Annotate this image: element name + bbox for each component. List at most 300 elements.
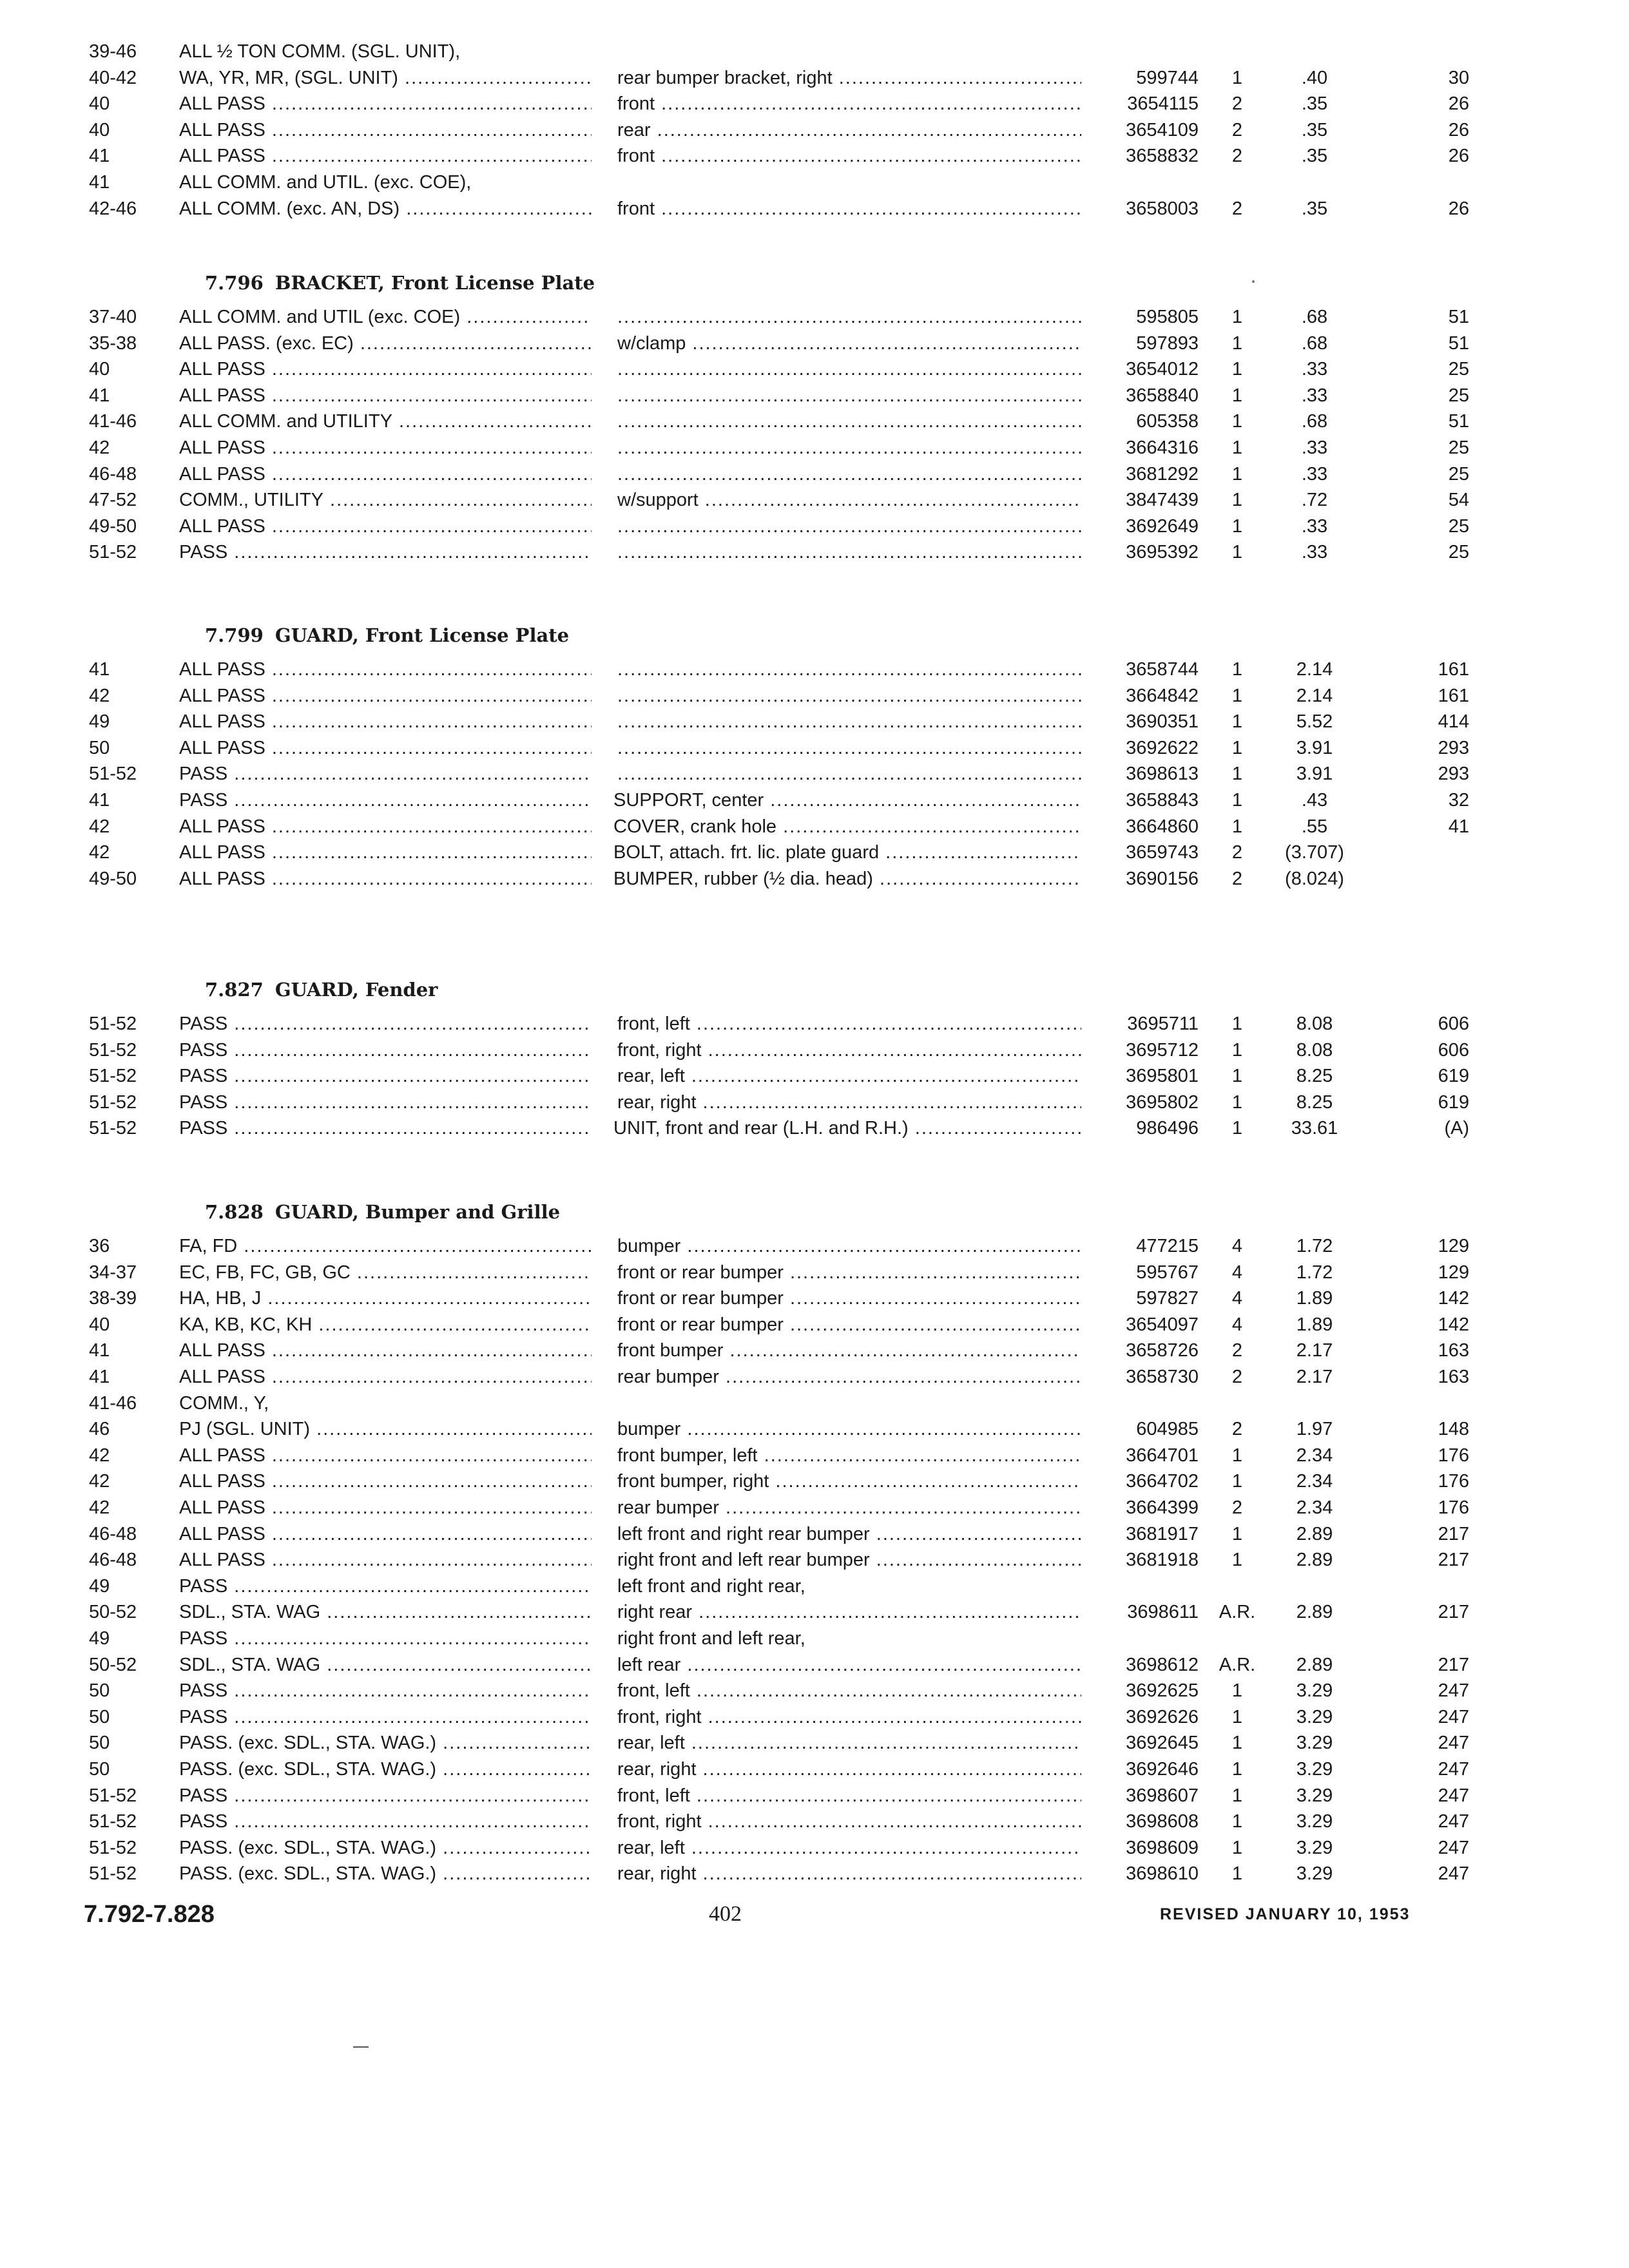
model-cell: ALL ½ TON COMM. (SGL. UNIT), — [179, 41, 461, 62]
model-cell: PASS ..... — [179, 1011, 592, 1037]
footer-page-number: 402 — [709, 1902, 742, 1926]
code-cell: 176 — [1438, 1471, 1469, 1492]
price-cell: .33 — [1301, 463, 1328, 485]
code-cell: 25 — [1448, 542, 1469, 563]
quantity-cell: 1 — [1231, 1733, 1243, 1754]
description-cell: SUPPORT, center ..... — [613, 787, 1081, 814]
code-cell: 25 — [1448, 515, 1469, 537]
table-row — [0, 39, 1629, 65]
part-number-cell: 3847439 — [1126, 490, 1199, 511]
price-cell: 3.91 — [1296, 764, 1333, 785]
model-cell: PASS. (exc. SDL., STA. WAG.) ..... — [179, 1756, 592, 1783]
code-cell: 619 — [1438, 1066, 1469, 1087]
description-cell: front bumper, left ..... — [617, 1443, 1081, 1469]
price-cell: 2.14 — [1296, 685, 1333, 706]
description-cell: rear, right ..... — [617, 1090, 1081, 1116]
description-cell: rear ..... — [617, 117, 1081, 144]
model-cell: PASS ..... — [179, 1678, 592, 1704]
price-cell: .43 — [1301, 790, 1328, 811]
code-cell: 163 — [1438, 1340, 1469, 1361]
code-cell: 619 — [1438, 1091, 1469, 1113]
code-cell: 30 — [1448, 67, 1469, 88]
table-row — [0, 1443, 1629, 1469]
model-cell: ALL PASS ..... — [179, 866, 592, 892]
description-cell: front bumper, right ..... — [617, 1468, 1081, 1495]
model-cell: ALL PASS ..... — [179, 1495, 592, 1521]
section-number: 7.828 — [205, 1201, 264, 1223]
price-cell: .33 — [1301, 385, 1328, 406]
quantity-cell: 2 — [1231, 1497, 1243, 1518]
code-cell: 129 — [1438, 1262, 1469, 1283]
code-cell: 148 — [1438, 1419, 1469, 1440]
description-cell: front, right ..... — [617, 1809, 1081, 1835]
section-heading — [205, 975, 438, 1004]
table-row — [0, 840, 1629, 866]
code-cell: 217 — [1438, 1523, 1469, 1544]
price-cell: 2.34 — [1296, 1471, 1333, 1492]
price-cell: 2.17 — [1296, 1367, 1333, 1387]
price-cell: 2.89 — [1296, 1550, 1333, 1571]
table-row — [0, 461, 1629, 488]
quantity-cell: 1 — [1231, 737, 1243, 758]
description-cell: rear, left ..... — [617, 1835, 1081, 1861]
part-number-cell: 3658843 — [1126, 790, 1199, 811]
code-cell: 25 — [1448, 359, 1469, 380]
quantity-cell: 1 — [1231, 711, 1243, 733]
description-cell — [617, 683, 1081, 709]
code-cell: 247 — [1438, 1811, 1469, 1832]
description-cell: front, left ..... — [617, 1678, 1081, 1704]
price-cell: 8.25 — [1296, 1091, 1333, 1113]
code-cell: 247 — [1438, 1759, 1469, 1780]
footer-section-range: 7.792-7.828 — [84, 1901, 215, 1928]
quantity-cell: 1 — [1231, 659, 1243, 680]
part-number-cell: 3698608 — [1126, 1811, 1199, 1832]
quantity-cell: 1 — [1231, 764, 1243, 785]
table-row — [0, 1312, 1629, 1338]
part-number-cell: 3659743 — [1126, 842, 1199, 863]
price-cell: 1.72 — [1296, 1236, 1333, 1256]
year-cell: 42-46 — [89, 198, 137, 219]
price-cell: 2.34 — [1296, 1445, 1333, 1466]
model-cell: ALL PASS ..... — [179, 435, 592, 461]
year-cell: 40 — [89, 93, 110, 115]
price-cell: 5.52 — [1296, 711, 1333, 733]
year-cell: 35-38 — [89, 332, 137, 354]
year-cell: 47-52 — [89, 490, 137, 511]
quantity-cell: 1 — [1231, 1785, 1243, 1806]
year-cell: 41-46 — [89, 411, 137, 432]
description-cell: front, left ..... — [617, 1783, 1081, 1809]
price-cell: 1.97 — [1296, 1419, 1333, 1440]
price-cell: .68 — [1301, 411, 1328, 432]
price-cell: .68 — [1301, 307, 1328, 327]
model-cell: KA, KB, KC, KH ..... — [179, 1312, 592, 1338]
part-number-cell: 3654109 — [1126, 119, 1199, 140]
table-row — [0, 1468, 1629, 1495]
part-number-cell: 3695392 — [1126, 542, 1199, 563]
model-cell: WA, YR, MR, (SGL. UNIT) ..... — [179, 65, 592, 91]
description-cell: rear, left ..... — [617, 1730, 1081, 1756]
code-cell: 247 — [1438, 1785, 1469, 1806]
price-cell: 2.14 — [1296, 659, 1333, 680]
year-cell: 50-52 — [89, 1654, 137, 1675]
code-cell: 26 — [1448, 119, 1469, 140]
table-row — [0, 1756, 1629, 1783]
part-number-cell: 3698612 — [1126, 1654, 1199, 1675]
price-cell: 1.89 — [1296, 1288, 1333, 1309]
description-cell — [617, 304, 1081, 331]
price-cell: .35 — [1301, 119, 1328, 140]
description-cell: left rear ..... — [617, 1652, 1081, 1678]
model-cell: PASS ..... — [179, 1704, 592, 1731]
description-cell — [617, 539, 1081, 566]
quantity-cell: 1 — [1231, 307, 1243, 327]
price-cell: .33 — [1301, 437, 1328, 458]
table-row — [0, 1338, 1629, 1364]
description-cell: rear, right ..... — [617, 1756, 1081, 1783]
part-number-cell: 595805 — [1136, 307, 1199, 327]
code-cell: 25 — [1448, 463, 1469, 485]
quantity-cell: 4 — [1231, 1288, 1243, 1309]
description-cell: rear, left ..... — [617, 1063, 1081, 1090]
quantity-cell: 1 — [1231, 515, 1243, 537]
part-number-cell: 3681918 — [1126, 1550, 1199, 1571]
price-cell: 8.08 — [1296, 1039, 1333, 1061]
description-cell: bumper ..... — [617, 1416, 1081, 1443]
description-cell: front ..... — [617, 196, 1081, 222]
year-cell: 49-50 — [89, 515, 137, 537]
code-cell: 176 — [1438, 1445, 1469, 1466]
year-cell: 42 — [89, 685, 110, 706]
model-cell: ALL PASS ..... — [179, 143, 592, 169]
price-cell: 8.25 — [1296, 1066, 1333, 1087]
code-cell: 217 — [1438, 1602, 1469, 1623]
table-row — [0, 1390, 1629, 1417]
code-cell: 217 — [1438, 1654, 1469, 1675]
code-cell: 606 — [1438, 1014, 1469, 1034]
price-cell: 2.89 — [1296, 1602, 1333, 1623]
year-cell: 40 — [89, 119, 110, 140]
part-number-cell: 3692625 — [1126, 1680, 1199, 1702]
price-cell: 33.61 — [1291, 1118, 1338, 1139]
description-cell: UNIT, front and rear (L.H. and R.H.) ..... — [613, 1115, 1081, 1142]
description-cell — [617, 514, 1081, 540]
quantity-cell: 1 — [1231, 1523, 1243, 1544]
model-cell: PASS ..... — [179, 1115, 592, 1142]
table-row — [0, 1547, 1629, 1573]
part-number-cell: 3692622 — [1126, 737, 1199, 758]
part-number-cell: 599744 — [1136, 67, 1199, 88]
part-number-cell: 3664316 — [1126, 437, 1199, 458]
quantity-cell: 1 — [1231, 685, 1243, 706]
code-cell: 247 — [1438, 1706, 1469, 1727]
table-row — [0, 169, 1629, 196]
price-cell: .33 — [1301, 542, 1328, 563]
year-cell: 41 — [89, 385, 110, 406]
code-cell: 414 — [1438, 711, 1469, 733]
description-cell: BUMPER, rubber (½ dia. head) ..... — [613, 866, 1081, 892]
part-number-cell: 605358 — [1136, 411, 1199, 432]
year-cell: 40-42 — [89, 67, 137, 88]
year-cell: 40 — [89, 359, 110, 380]
year-cell: 51-52 — [89, 1091, 137, 1113]
table-row — [0, 1037, 1629, 1064]
quantity-cell: 1 — [1231, 1091, 1243, 1113]
part-number-cell: 3690156 — [1126, 868, 1199, 889]
quantity-cell: 1 — [1231, 1039, 1243, 1061]
part-number-cell: 3664701 — [1126, 1445, 1199, 1466]
description-cell: w/clamp ..... — [617, 331, 1081, 357]
code-cell: 25 — [1448, 385, 1469, 406]
year-cell: 49 — [89, 1628, 110, 1649]
year-cell: 42 — [89, 1445, 110, 1466]
code-cell: 26 — [1448, 93, 1469, 115]
table-row — [0, 539, 1629, 566]
model-cell: PASS ..... — [179, 1626, 592, 1652]
model-cell: ALL PASS. (exc. EC) ..... — [179, 331, 592, 357]
year-cell: 41 — [89, 146, 110, 167]
table-row — [0, 304, 1629, 331]
year-cell: 41 — [89, 790, 110, 811]
model-cell: COMM., UTILITY ..... — [179, 487, 592, 514]
model-cell: ALL COMM. (exc. AN, DS) ..... — [179, 196, 592, 222]
description-cell: right front and left rear, — [617, 1628, 805, 1649]
quantity-cell: 1 — [1231, 1118, 1243, 1139]
code-cell: 26 — [1448, 198, 1469, 219]
year-cell: 51-52 — [89, 1118, 137, 1139]
table-row — [0, 709, 1629, 735]
part-number-cell: 597827 — [1136, 1288, 1199, 1309]
description-cell — [617, 383, 1081, 409]
year-cell: 41 — [89, 659, 110, 680]
model-cell: ALL PASS ..... — [179, 814, 592, 840]
year-cell: 37-40 — [89, 307, 137, 327]
code-cell: 247 — [1438, 1733, 1469, 1754]
year-cell: 51-52 — [89, 1837, 137, 1858]
part-number-cell: 3658003 — [1126, 198, 1199, 219]
part-number-cell: 3681292 — [1126, 463, 1199, 485]
model-cell: PASS ..... — [179, 1783, 592, 1809]
quantity-cell: 2 — [1231, 868, 1243, 889]
year-cell: 51-52 — [89, 1863, 137, 1885]
code-cell: 293 — [1438, 764, 1469, 785]
table-row — [0, 435, 1629, 461]
description-cell: rear bumper bracket, right ..... — [617, 65, 1081, 91]
model-cell: ALL PASS ..... — [179, 1443, 592, 1469]
table-row — [0, 91, 1629, 117]
quantity-cell: 2 — [1231, 119, 1243, 140]
price-cell: 1.89 — [1296, 1314, 1333, 1335]
model-cell: SDL., STA. WAG ..... — [179, 1599, 592, 1626]
price-cell: 1.72 — [1296, 1262, 1333, 1283]
price-cell: 3.29 — [1296, 1863, 1333, 1885]
part-number-cell: 3698611 — [1127, 1602, 1199, 1623]
quantity-cell: 1 — [1231, 1014, 1243, 1034]
part-number-cell: 3654097 — [1126, 1314, 1199, 1335]
part-number-cell: 3698613 — [1126, 764, 1199, 785]
code-cell: 41 — [1448, 816, 1469, 837]
table-row — [0, 1495, 1629, 1521]
year-cell: 51-52 — [89, 1066, 137, 1087]
year-cell: 49-50 — [89, 868, 137, 889]
quantity-cell: A.R. — [1219, 1654, 1256, 1675]
code-cell: 606 — [1438, 1039, 1469, 1061]
model-cell: ALL COMM. and UTIL (exc. COE) ..... — [179, 304, 592, 331]
description-cell: front bumper ..... — [617, 1338, 1081, 1364]
price-cell: 3.91 — [1296, 737, 1333, 758]
price-cell: .35 — [1301, 198, 1328, 219]
price-cell: 3.29 — [1296, 1785, 1333, 1806]
quantity-cell: 1 — [1231, 1706, 1243, 1727]
table-row — [0, 383, 1629, 409]
code-cell: 293 — [1438, 737, 1469, 758]
table-row — [0, 657, 1629, 683]
code-cell: 51 — [1448, 332, 1469, 354]
year-cell: 51-52 — [89, 542, 137, 563]
year-cell: 40 — [89, 1314, 110, 1335]
quantity-cell: 1 — [1231, 1811, 1243, 1832]
table-row — [0, 1652, 1629, 1678]
model-cell: PASS ..... — [179, 1573, 592, 1600]
model-cell: ALL PASS ..... — [179, 461, 592, 488]
description-cell: rear, right ..... — [617, 1861, 1081, 1887]
part-number-cell: 3658730 — [1126, 1367, 1199, 1387]
quantity-cell: 1 — [1231, 332, 1243, 354]
year-cell: 50 — [89, 737, 110, 758]
quantity-cell: 4 — [1231, 1262, 1243, 1283]
section-number: 7.799 — [205, 624, 264, 646]
year-cell: 50-52 — [89, 1602, 137, 1623]
year-cell: 34-37 — [89, 1262, 137, 1283]
quantity-cell: 1 — [1231, 359, 1243, 380]
description-cell: left front and right rear, — [617, 1575, 805, 1597]
model-cell: ALL PASS ..... — [179, 735, 592, 762]
table-row — [0, 761, 1629, 787]
table-row — [0, 1285, 1629, 1312]
price-cell: .72 — [1301, 490, 1328, 511]
model-cell: FA, FD ..... — [179, 1233, 592, 1260]
price-cell: 2.89 — [1296, 1654, 1333, 1675]
price-cell: .35 — [1301, 146, 1328, 167]
table-row — [0, 1861, 1629, 1887]
code-cell: 26 — [1448, 146, 1469, 167]
price-cell: 3.29 — [1296, 1733, 1333, 1754]
part-number-cell: 986496 — [1136, 1118, 1199, 1139]
quantity-cell: 2 — [1231, 1367, 1243, 1387]
price-cell: .55 — [1301, 816, 1328, 837]
part-number-cell: 3664702 — [1126, 1471, 1199, 1492]
part-number-cell: 597893 — [1136, 332, 1199, 354]
quantity-cell: 1 — [1231, 385, 1243, 406]
model-cell: ALL PASS ..... — [179, 1547, 592, 1573]
price-cell: 3.29 — [1296, 1706, 1333, 1727]
price-cell: 2.17 — [1296, 1340, 1333, 1361]
quantity-cell: 1 — [1231, 790, 1243, 811]
model-cell: ALL PASS ..... — [179, 356, 592, 383]
model-cell: ALL PASS ..... — [179, 709, 592, 735]
year-cell: 38-39 — [89, 1288, 137, 1309]
part-number-cell: 3664860 — [1126, 816, 1199, 837]
description-cell: front, right ..... — [617, 1704, 1081, 1731]
section-title: GUARD, Front License Plate — [275, 624, 570, 646]
quantity-cell: 1 — [1231, 1863, 1243, 1885]
description-cell: front, right ..... — [617, 1037, 1081, 1064]
model-cell: ALL COMM. and UTIL. (exc. COE), — [179, 172, 472, 193]
code-cell: 247 — [1438, 1863, 1469, 1885]
model-cell: HA, HB, J ..... — [179, 1285, 592, 1312]
year-cell: 50 — [89, 1759, 110, 1780]
model-cell: PASS ..... — [179, 1090, 592, 1116]
model-cell: COMM., Y, — [179, 1392, 269, 1414]
table-row — [0, 1233, 1629, 1260]
model-cell: ALL PASS ..... — [179, 1521, 592, 1548]
model-cell: PASS ..... — [179, 787, 592, 814]
table-row — [0, 143, 1629, 169]
code-cell: 247 — [1438, 1680, 1469, 1702]
quantity-cell: 1 — [1231, 1066, 1243, 1087]
price-cell: (3.707) — [1285, 842, 1344, 863]
quantity-cell: 1 — [1231, 1550, 1243, 1571]
year-cell: 41-46 — [89, 1392, 137, 1414]
part-number-cell: 595767 — [1136, 1262, 1199, 1283]
code-cell: 176 — [1438, 1497, 1469, 1518]
table-row — [0, 514, 1629, 540]
section-number: 7.796 — [205, 272, 264, 294]
description-cell: rear bumper ..... — [617, 1495, 1081, 1521]
table-row — [0, 787, 1629, 814]
quantity-cell: 1 — [1231, 1445, 1243, 1466]
year-cell: 46-48 — [89, 1550, 137, 1571]
year-cell: 41 — [89, 172, 110, 193]
table-row — [0, 487, 1629, 514]
code-cell: 247 — [1438, 1837, 1469, 1858]
section-number: 7.827 — [205, 979, 264, 1001]
model-cell: PJ (SGL. UNIT) ..... — [179, 1416, 592, 1443]
table-row — [0, 735, 1629, 762]
part-number-cell: 3681917 — [1126, 1523, 1199, 1544]
quantity-cell: 1 — [1231, 437, 1243, 458]
part-number-cell: 3692649 — [1126, 515, 1199, 537]
code-cell: (A) — [1444, 1118, 1469, 1139]
part-number-cell: 604985 — [1136, 1419, 1199, 1440]
price-cell: .33 — [1301, 359, 1328, 380]
quantity-cell: 1 — [1231, 816, 1243, 837]
table-row — [0, 1260, 1629, 1286]
year-cell: 49 — [89, 1575, 110, 1597]
code-cell: 142 — [1438, 1314, 1469, 1335]
year-cell: 41 — [89, 1340, 110, 1361]
year-cell: 36 — [89, 1236, 110, 1256]
table-row — [0, 196, 1629, 222]
price-cell: 3.29 — [1296, 1680, 1333, 1702]
model-cell: PASS. (exc. SDL., STA. WAG.) ..... — [179, 1730, 592, 1756]
part-number-cell: 3692646 — [1126, 1759, 1199, 1780]
year-cell: 51-52 — [89, 764, 137, 785]
description-cell: front ..... — [617, 91, 1081, 117]
model-cell: ALL PASS ..... — [179, 383, 592, 409]
part-number-cell: 3664399 — [1126, 1497, 1199, 1518]
model-cell: PASS. (exc. SDL., STA. WAG.) ..... — [179, 1835, 592, 1861]
part-number-cell: 3695801 — [1126, 1066, 1199, 1087]
description-cell — [617, 461, 1081, 488]
quantity-cell: 1 — [1231, 1837, 1243, 1858]
price-cell: 2.89 — [1296, 1523, 1333, 1544]
description-cell — [617, 435, 1081, 461]
quantity-cell: A.R. — [1219, 1602, 1256, 1623]
table-row — [0, 408, 1629, 435]
table-row — [0, 1364, 1629, 1390]
